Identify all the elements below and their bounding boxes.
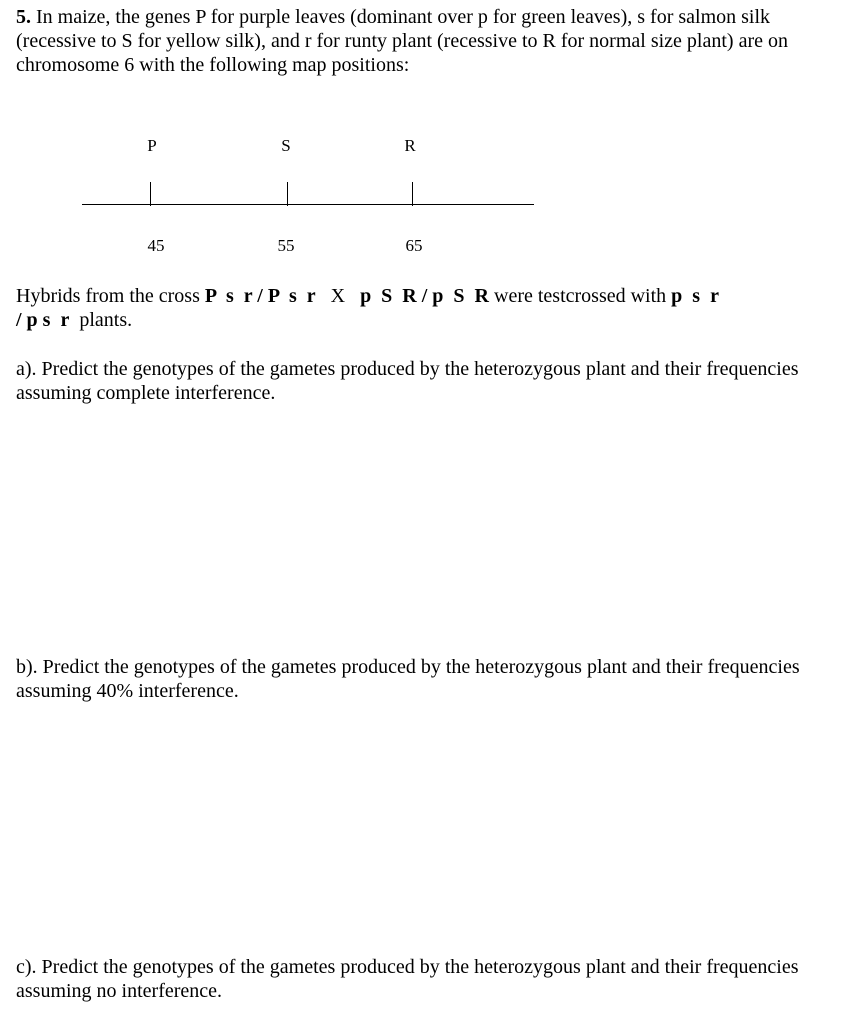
question-part-b: b). Predict the genotypes of the gametes produced by the heterozygous plant and their frequencies assuming 40% interference.: [16, 656, 800, 702]
map-position-p: 45: [147, 236, 165, 255]
tick-p: [150, 182, 151, 206]
cross-statement: [16, 284, 836, 332]
cross-times: X: [330, 285, 346, 307]
cross-middle: were testcrossed with: [494, 285, 667, 307]
gene-label-s: S: [281, 136, 291, 155]
question-intro-text: In maize, the genes P for purple leaves (dominant over p for green leaves), s for salmon silk (recessive to S for yellow silk), and r for runty plant (recessive to R for normal size plant) are on chromosome 6 with the following map positions:: [16, 6, 788, 76]
tester-genotype-a: p s r: [671, 285, 719, 307]
tick-r: [412, 182, 413, 206]
question-part-a: a). Predict the genotypes of the gametes produced by the heterozygous plant and their frequencies assuming complete interference.: [16, 358, 799, 404]
gene-label-p: P: [147, 136, 157, 155]
map-position-r: 65: [405, 236, 423, 255]
tester-genotype-b: / p s r: [16, 309, 70, 331]
tick-s: [287, 182, 288, 206]
cross-parent-1: P s r / P s r: [204, 285, 316, 307]
cross-parent-2: p S R / p S R: [360, 285, 489, 307]
question-intro: [16, 5, 836, 77]
question-number: 5.: [16, 6, 31, 28]
cross-suffix: plants.: [79, 309, 133, 331]
cross-prefix: Hybrids from the cross: [16, 285, 200, 307]
map-position-s: 55: [277, 236, 295, 255]
gene-label-r: R: [404, 136, 416, 155]
question-part-c: c). Predict the genotypes of the gametes produced by the heterozygous plant and their frequencies assuming no interference.: [16, 956, 799, 1002]
